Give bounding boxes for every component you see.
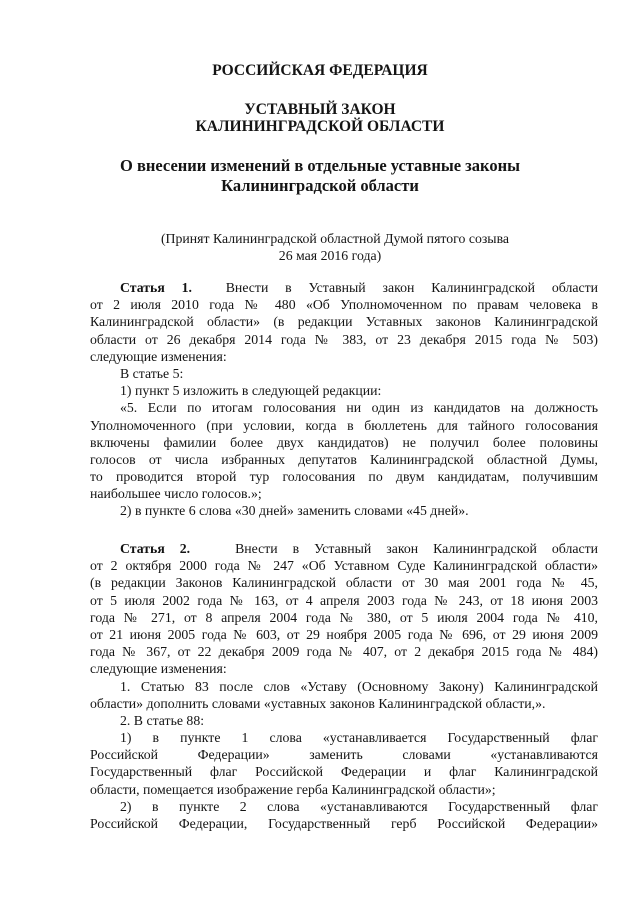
article-2-line: года № 271, от 8 апреля 2004 года № 380, от 5 июля 2004 года № 410, bbox=[90, 609, 598, 625]
article-1 bbox=[90, 279, 598, 520]
article-1-line: следующие изменения: bbox=[90, 348, 227, 364]
article-1-line: 1) пункт 5 изложить в следующей редакции: bbox=[120, 383, 382, 399]
article-2-line: области, помещается изображение герба Калининградской области»; bbox=[90, 781, 496, 797]
adoption-note-line-2: 26 мая 2016 года) bbox=[278, 248, 382, 263]
article-1-line: от 2 июля 2010 года № 480 «Об Уполномоченном по правам человека в bbox=[90, 297, 598, 313]
federation-heading: РОССИЙСКАЯ ФЕДЕРАЦИЯ bbox=[212, 62, 428, 79]
article-1-line: «5. Если по итогам голосования ни один из кандидатов на должность bbox=[120, 400, 598, 416]
article-2-line: (в редакции Законов Калининградской области от 30 мая 2001 года № 45, bbox=[90, 575, 598, 591]
article-2-line: от 2 октября 2000 года № 247 «Об Уставном Суде Калининградской области» bbox=[90, 558, 598, 574]
article-2 bbox=[90, 540, 598, 832]
article-2-line: Статья 2. Внести в Уставный закон Калининградской области bbox=[120, 541, 598, 556]
article-2-line: Государственный флаг Российской Федерации и флаг Калининградской bbox=[90, 764, 598, 780]
article-2-line: области» дополнить словами «уставных законов Калининградской области,». bbox=[90, 695, 546, 711]
article-2-line: 2. В статье 88: bbox=[120, 712, 205, 728]
article-1-line: включены фамилии более двух кандидатов) не получил более половины bbox=[90, 434, 598, 450]
article-1-line: Уполномоченного (при условии, когда в бюллетень для тайного голосования bbox=[90, 417, 598, 433]
law-title-line-1: О внесении изменений в отдельные уставные законы bbox=[120, 156, 520, 175]
article-2-line: 1) в пункте 1 слова «устанавливается Государственный флаг bbox=[120, 730, 598, 746]
article-2-line: 2) в пункте 2 слова «устанавливаются Государственный флаг bbox=[120, 798, 598, 814]
article-1-heading: Статья 1. bbox=[120, 280, 193, 295]
article-2-line: года № 367, от 22 декабря 2009 года № 407, от 2 декабря 2015 года № 484) bbox=[90, 644, 598, 660]
article-1-line: Калининградской области» (в редакции Уставных законов Калининградской bbox=[90, 314, 598, 330]
law-region-heading: КАЛИНИНГРАДСКОЙ ОБЛАСТИ bbox=[195, 118, 445, 135]
article-2-line: 1. Статью 83 после слов «Уставу (Основному Закону) Калининградской bbox=[120, 678, 598, 694]
adoption-note-line-1: (Принят Калининградской областной Думой пятого созыва bbox=[160, 231, 510, 246]
article-2-line: от 5 июля 2002 года № 163, от 4 апреля 2003 года № 243, от 18 июня 2003 bbox=[90, 592, 598, 608]
article-2-line: от 21 июня 2005 года № 603, от 29 ноября 2005 года № 696, от 29 июня 2009 bbox=[90, 626, 598, 642]
article-1-line: голосов от числа избранных депутатов Калининградской областной Думы, bbox=[90, 451, 598, 467]
article-2-line: Российской Федерации, Государственный герб Российской Федерации» bbox=[90, 816, 598, 831]
article-1-line: области от 26 декабря 2014 года № 383, от 23 декабря 2015 года № 503) bbox=[90, 331, 598, 347]
article-2-heading: Статья 2. bbox=[120, 541, 191, 556]
article-1-line: наибольшее число голосов.»; bbox=[90, 486, 262, 502]
article-1-line: то проводится второй тур голосования по двум кандидатам, получившим bbox=[90, 469, 598, 485]
law-type-heading: УСТАВНЫЙ ЗАКОН bbox=[244, 101, 396, 118]
article-1-line: 2) в пункте 6 слова «30 дней» заменить словами «45 дней». bbox=[120, 503, 469, 519]
article-1-line: В статье 5: bbox=[120, 365, 184, 381]
article-1-line: Статья 1. Внести в Уставный закон Калининградской области bbox=[120, 280, 598, 295]
article-2-line: следующие изменения: bbox=[90, 661, 227, 677]
article-2-line: Российской Федерации» заменить словами «устанавливаются bbox=[90, 747, 598, 763]
law-title-line-2: Калининградской области bbox=[221, 176, 419, 195]
